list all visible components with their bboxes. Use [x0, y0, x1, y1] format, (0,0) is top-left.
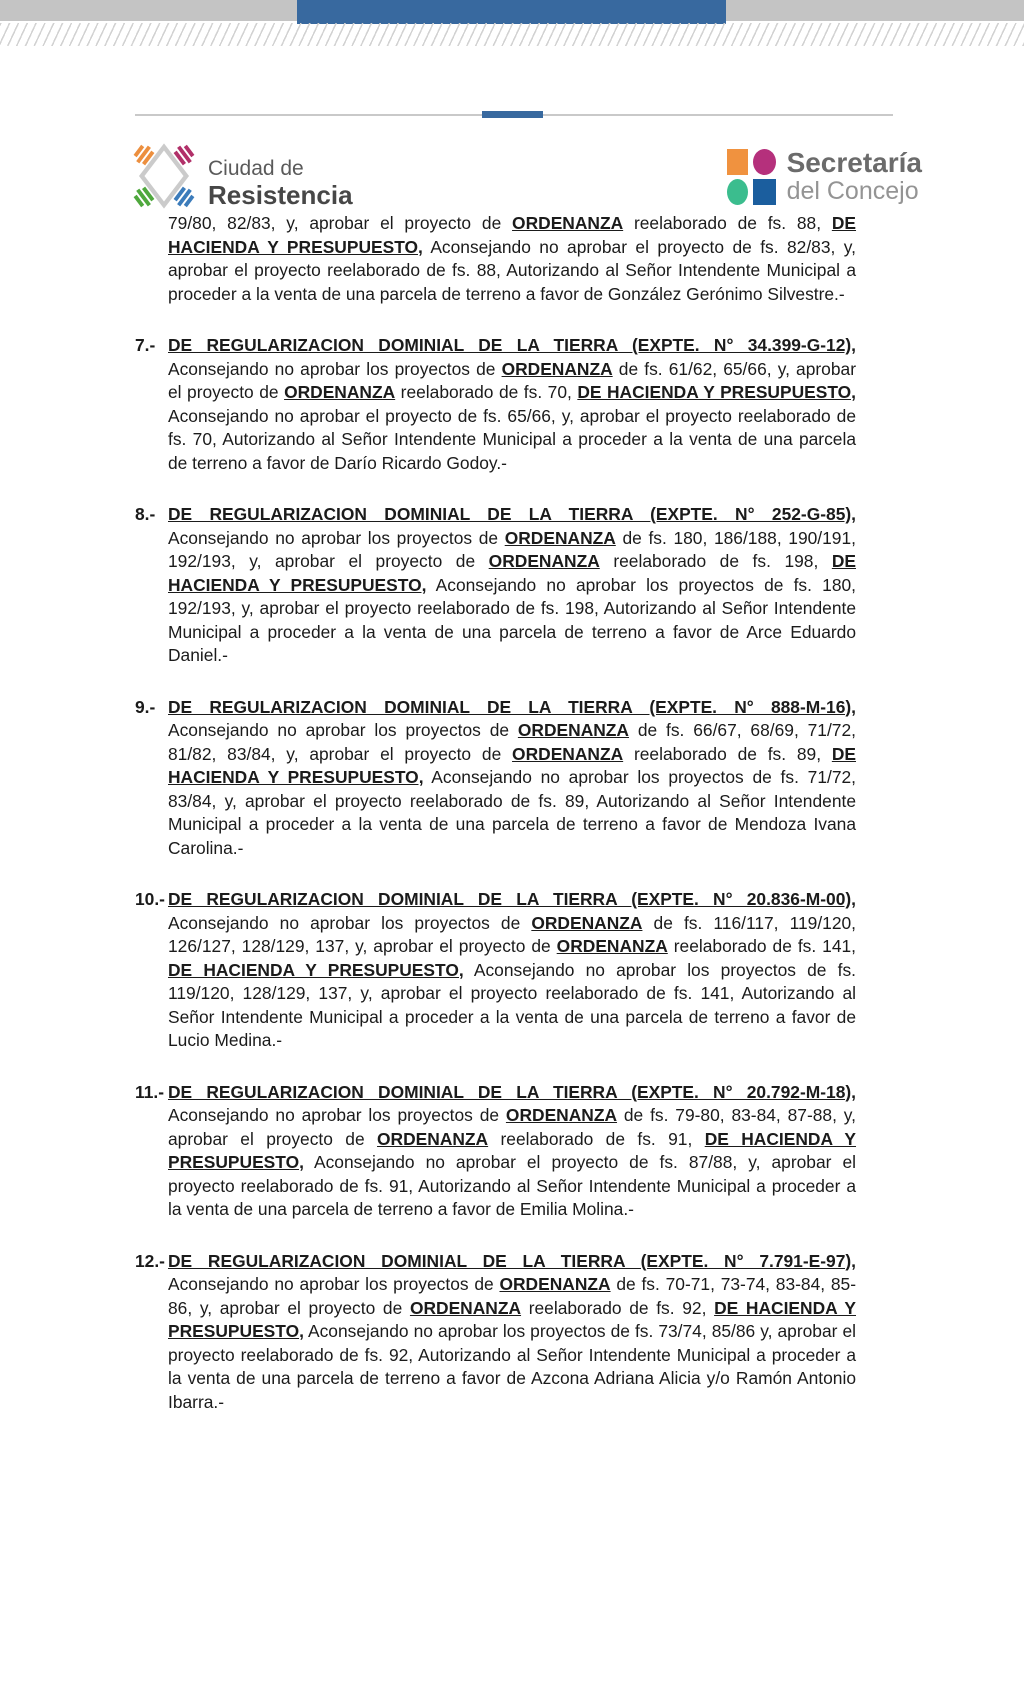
item-number: 11.-	[135, 1081, 165, 1102]
document-paragraph	[135, 503, 856, 668]
council-logo-name-top: Secretaría	[786, 147, 922, 178]
divider-accent-bar	[482, 111, 543, 118]
document-paragraph	[135, 212, 856, 306]
paragraph-text: DE REGULARIZACION DOMINIAL DE LA TIERRA (EXPTE. N° 7.791-E-97), Aconsejando no aprobar los proyectos de ORDENANZA de fs. 70-71, 73-74, 83-84, 85-86, y, aprobar el proyecto de ORDENANZA reelaborado de fs. 92, DE HACIENDA Y PRESUPUESTO, Aconsejando no aprobar los proyectos de fs. 73/74, 85/86 y, aprobar el proyecto reelaborado de fs. 92, Autorizando al Señor Intendente Municipal a proceder a la venta de una parcela de terreno a favor de Azcona Adriana Alicia y/o Ramón Antonio Ibarra.-	[168, 1250, 856, 1412]
header-hatch-pattern	[0, 23, 1024, 46]
item-number: 8.-	[135, 504, 156, 524]
item-number: 7.-	[135, 335, 156, 355]
document-paragraph	[135, 888, 856, 1053]
council-logo-text	[787, 148, 922, 205]
document-paragraph	[135, 1250, 856, 1415]
paragraph-text: DE REGULARIZACION DOMINIAL DE LA TIERRA (EXPTE. N° 20.836-M-00), Aconsejando no aprobar los proyectos de ORDENANZA de fs. 116/117, 119/120, 126/127, 128/129, 137, y, aprobar el proyecto de ORDENANZA reelaborado de fs. 141, DE HACIENDA Y PRESUPUESTO, Aconsejando no aprobar los proyectos de fs. 119/120, 128/129, 137, y, aprobar el proyecto reelaborado de fs. 141, Autorizando al Señor Intendente Municipal a proceder a la venta de una parcela de terreno a favor de Lucio Medina.-	[168, 889, 856, 1050]
blue-square-icon	[753, 179, 776, 205]
paragraph-text: DE REGULARIZACION DOMINIAL DE LA TIERRA (EXPTE. N° 20.792-M-18), Aconsejando no aprobar los proyectos de ORDENANZA de fs. 79-80, 83-84, 87-88, y, aprobar el proyecto de ORDENANZA reelaborado de fs. 91, DE HACIENDA Y PRESUPUESTO, Aconsejando no aprobar el proyecto de fs. 87/88, y, aprobar el proyecto reelaborado de fs. 91, Autorizando al Señor Intendente Municipal a proceder a la venta de una parcela de terreno a favor de Emilia Molina.-	[168, 1081, 857, 1219]
logos-row	[133, 135, 922, 217]
paragraph-text: DE REGULARIZACION DOMINIAL DE LA TIERRA (EXPTE. N° 252-G-85), Aconsejando no aprobar los proyectos de ORDENANZA de fs. 180, 186/188, 190/191, 192/193, y, aprobar el proyecto de ORDENANZA reelaborado de fs. 198, DE HACIENDA Y PRESUPUESTO, Aconsejando no aprobar los proyectos de fs. 180, 192/193, y, aprobar el proyecto reelaborado de fs. 198, Autorizando al Señor Intendente Municipal a proceder a la venta de una parcela de terreno a favor de Arce Eduardo Daniel.-	[168, 504, 856, 665]
city-logo	[133, 135, 353, 217]
document-paragraph	[135, 696, 856, 861]
document-paragraph	[135, 1081, 856, 1222]
document-paragraph	[135, 334, 856, 475]
green-circle-icon	[727, 179, 748, 205]
city-logo-name-bottom: Resistencia	[208, 179, 353, 210]
council-logo-name-bottom: del Concejo	[786, 177, 919, 206]
council-logo	[727, 135, 922, 205]
paragraph-text: DE REGULARIZACION DOMINIAL DE LA TIERRA (EXPTE. N° 888-M-16), Aconsejando no aprobar los proyectos de ORDENANZA de fs. 66/67, 68/69, 71/72, 81/82, 83/84, y, aprobar el proyecto de ORDENANZA reelaborado de fs. 89, DE HACIENDA Y PRESUPUESTO, Aconsejando no aprobar los proyectos de fs. 71/72, 83/84, y, aprobar el proyecto reelaborado de fs. 89, Autorizando al Señor Intendente Municipal a proceder a la venta de una parcela de terreno a favor de Mendoza Ivana Carolina.-	[168, 696, 857, 858]
item-number: 10.-	[135, 889, 165, 909]
city-logo-text	[208, 143, 353, 210]
paragraph-text: 79/80, 82/83, y, aprobar el proyecto de ORDENANZA reelaborado de fs. 88, DE HACIENDA Y PRESUPUESTO, Aconsejando no aprobar el proyecto de fs. 82/83, y, aprobar el proyecto reelaborado de fs. 88, Autorizando al Señor Intendente Municipal a proceder a la venta de una parcela de terreno a favor de González Gerónimo Silvestre.-	[168, 213, 857, 304]
document-body	[135, 212, 856, 1414]
resistencia-diamond-icon	[133, 135, 195, 217]
item-number: 12.-	[135, 1250, 165, 1271]
magenta-circle-icon	[753, 149, 776, 175]
header-accent-bar	[297, 0, 726, 24]
item-number: 9.-	[135, 696, 156, 717]
paragraph-text: DE REGULARIZACION DOMINIAL DE LA TIERRA (EXPTE. N° 34.399-G-12), Aconsejando no aprobar los proyectos de ORDENANZA de fs. 61/62, 65/66, y, aprobar el proyecto de ORDENANZA reelaborado de fs. 70, DE HACIENDA Y PRESUPUESTO, Aconsejando no aprobar el proyecto de fs. 65/66, y, aprobar el proyecto reelaborado de fs. 70, Autorizando al Señor Intendente Municipal a proceder a la venta de una parcela de terreno a favor de Darío Ricardo Godoy.-	[168, 335, 857, 473]
city-logo-name-top: Ciudad de	[208, 156, 304, 180]
council-logo-shapes-icon	[727, 149, 776, 205]
orange-square-icon	[727, 149, 748, 175]
